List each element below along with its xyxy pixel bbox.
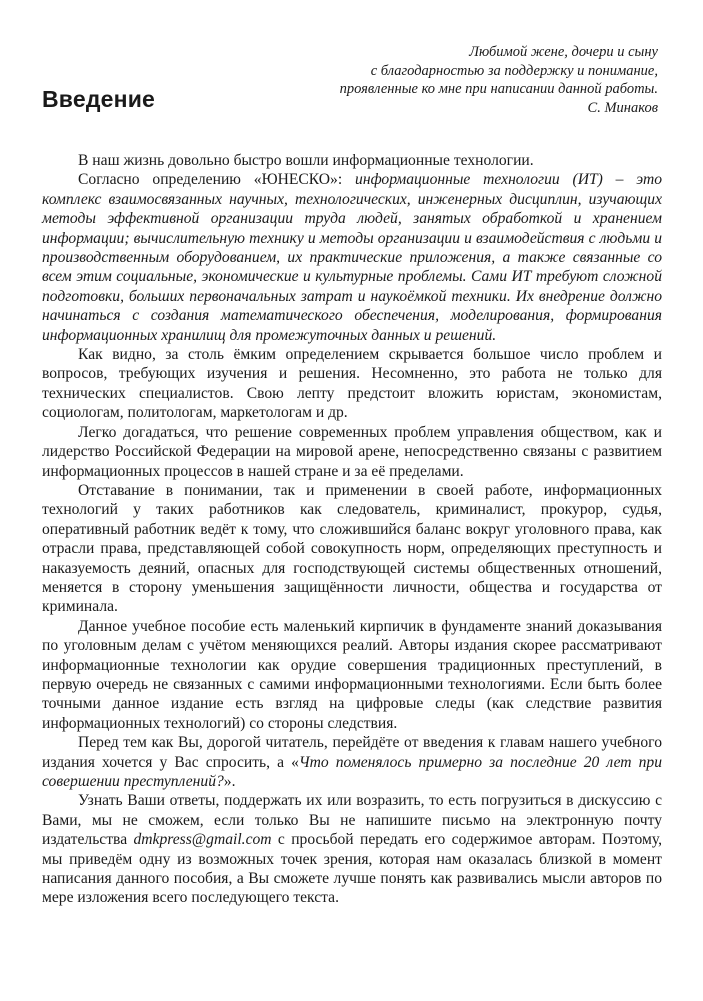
paragraph xyxy=(42,481,662,617)
epigraph xyxy=(238,43,658,117)
italic-question: Что поменялось примерно за последние 20 лет при совершении преступлений? xyxy=(42,753,662,790)
text-run: Как видно, за столь ёмким определением скрывается большое число проблем и вопросов, требующих изучения и решения. Несомненно, это работа не только для технических специалистов. Свою лепту предстоит вложить юристам, экономистам, социологам, политологам, маркетологам и др. xyxy=(42,346,662,422)
text-run: Данное учебное пособие есть маленький кирпичик в фундаменте знаний доказывания по уголовным делам с учётом меняющихся реалий. Авторы издания скорее рассматривают информационные технологии как орудие совершения традиционных преступлений, в первую очередь не связанных с самими информационными технологиями. Если быть более точными данное издание есть взгляд на цифровые следы (как следствие развития информационных технологий) со стороны следствия. xyxy=(42,617,662,732)
text-run: В наш жизнь довольно быстро вошли информационные технологии. xyxy=(78,152,534,169)
text-run: ». xyxy=(223,773,236,790)
paragraph xyxy=(42,733,662,791)
text-run: Легко догадаться, что решение современных проблем управления обществом, как и лидерство Российской Федерации на мировой арене, непосредственно связаны с развитием информационных процессов в нашей стране и за её пределами. xyxy=(42,423,662,480)
paragraph xyxy=(42,791,662,907)
page-title: Введение xyxy=(42,86,156,112)
paragraph xyxy=(42,345,662,423)
epigraph-line: Любимой жене, дочери и сыну xyxy=(469,44,658,60)
italic-definition: информационные технологии (ИТ) – это комплекс взаимосвязанных научных, технологических, инженерных дисциплин, изучающих методы эффективной организации труда людей, занятых обработкой и хранением информации; вычислительную технику и методы организации и взаимодействия с людьми и производственным оборудованием, их практические приложения, а также связанные со всем этим социальные, экономические и культурные проблемы. Сами ИТ требуют сложной подготовки, больших первоначальных затрат и наукоёмкой техники. Их внедрение должно начинаться с создания математического обеспечения, моделирования, формирования информационных хранилищ для промежуточных данных и решений. xyxy=(42,171,662,344)
paragraph xyxy=(42,151,662,170)
email-address: dmkpress@gmail.com xyxy=(133,831,272,849)
paragraph xyxy=(42,423,662,481)
body-text xyxy=(42,151,662,908)
text-run: с просьбой передать его содержимое авторам. Поэтому, мы приведём одну из возможных точек зрения, которая нам оказалась близкой в момент написания данного пособия, а Вы сможете лучше понять как развивались мысли авторов по мере изложения всего последующего текста. xyxy=(42,831,662,907)
text-run: Перед тем как Вы, дорогой читатель, перейдёте от введения к главам нашего учебного издания хочется у Вас спросить, а « xyxy=(42,734,662,771)
text-run: Согласно определению «ЮНЕСКО»: xyxy=(78,171,356,189)
paragraph xyxy=(42,170,662,345)
epigraph-signature: С. Минаков xyxy=(587,99,658,116)
epigraph-line: с благодарностью за поддержку и понимание, xyxy=(370,62,658,79)
epigraph-line: проявленные ко мне при написании данной работы. xyxy=(339,81,658,97)
text-run: Узнать Ваши ответы, поддержать их или возразить, то есть погрузиться в дискуссию с Вами, мы не сможем, если только Вы не напишите письмо на электронную почту издательства xyxy=(42,792,662,849)
paragraph xyxy=(42,617,662,733)
text-run: Отставание в понимании, так и применении в своей работе, информационных технологий у таких работников как следователь, криминалист, прокурор, судья, оперативный работник ведёт к тому, что сложившийся баланс вокруг уголовного права, как отрасли права, представляющей собой совокупность норм, определяющих преступность и наказуемость деяний, опасных для господствующей системы общественных отношений, меняется в сторону уменьшения защищённости личности, общества и государства от криминала. xyxy=(42,481,662,616)
